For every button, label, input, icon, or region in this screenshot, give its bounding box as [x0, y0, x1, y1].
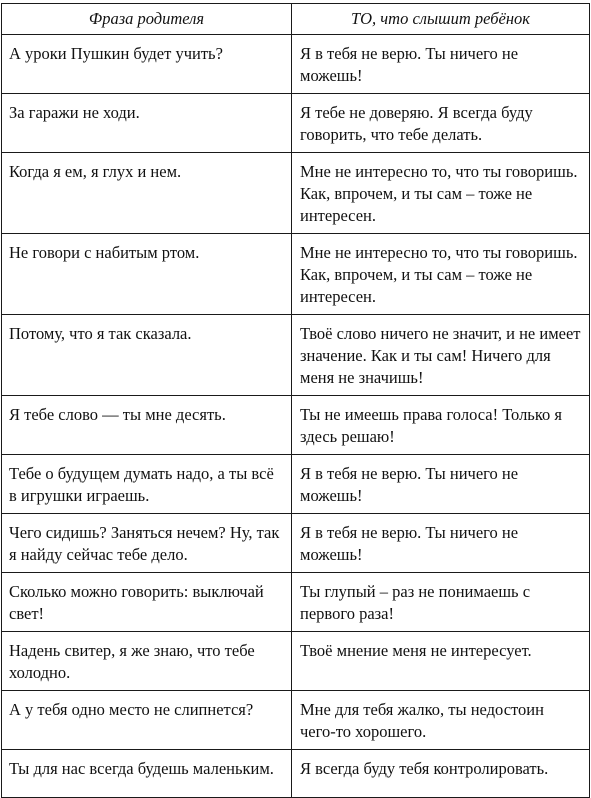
- table-row: [2, 315, 590, 396]
- child-hears-cell: Твоё мнение меня не интересует.: [292, 632, 590, 691]
- parent-phrase-cell: Когда я ем, я глух и нем.: [2, 153, 292, 234]
- child-hears-cell: Мне для тебя жалко, ты недостоин чего-то хорошего.: [292, 691, 590, 750]
- child-hears-cell: Я в тебя не верю. Ты ничего не можешь!: [292, 455, 590, 514]
- table-row: [2, 455, 590, 514]
- child-hears-cell: Ты не имеешь права голоса! Только я здесь решаю!: [292, 396, 590, 455]
- parent-phrase-cell: Не говори с набитым ртом.: [2, 234, 292, 315]
- child-hears-cell: Мне не интересно то, что ты говоришь. Как, впрочем, и ты сам – тоже не интересен.: [292, 153, 590, 234]
- child-hears-cell: Я в тебя не верю. Ты ничего не можешь!: [292, 35, 590, 94]
- table-row: [2, 396, 590, 455]
- table-row: [2, 94, 590, 153]
- parent-phrase-cell: За гаражи не ходи.: [2, 94, 292, 153]
- parent-phrase-cell: А уроки Пушкин будет учить?: [2, 35, 292, 94]
- child-hears-cell: Я всегда буду тебя контролировать.: [292, 750, 590, 798]
- table-row: [2, 153, 590, 234]
- parent-phrase-cell: Тебе о будущем думать надо, а ты всё в игрушки играешь.: [2, 455, 292, 514]
- parent-phrase-cell: Чего сидишь? Заняться нечем? Ну, так я найду сейчас тебе дело.: [2, 514, 292, 573]
- parent-phrase-cell: Надень свитер, я же знаю, что тебе холодно.: [2, 632, 292, 691]
- table-row: [2, 234, 590, 315]
- table-row: [2, 691, 590, 750]
- header-child-hears: ТО, что слышит ребёнок: [292, 4, 590, 35]
- table-row: [2, 750, 590, 798]
- table-body: [2, 35, 590, 798]
- child-hears-cell: Ты глупый – раз не понимаешь с первого раза!: [292, 573, 590, 632]
- child-hears-cell: Я в тебя не верю. Ты ничего не можешь!: [292, 514, 590, 573]
- parent-phrase-cell: Я тебе слово — ты мне десять.: [2, 396, 292, 455]
- table-row: [2, 573, 590, 632]
- child-hears-cell: Мне не интересно то, что ты говоришь. Как, впрочем, и ты сам – тоже не интересен.: [292, 234, 590, 315]
- child-hears-cell: Твоё слово ничего не значит, и не имеет значение. Как и ты сам! Ничего для меня не значишь!: [292, 315, 590, 396]
- header-parent-phrase: Фраза родителя: [2, 4, 292, 35]
- parent-phrase-cell: Сколько можно говорить: выключай свет!: [2, 573, 292, 632]
- parent-phrase-cell: Ты для нас всегда будешь маленьким.: [2, 750, 292, 798]
- table-row: [2, 514, 590, 573]
- table-row: [2, 35, 590, 94]
- child-hears-cell: Я тебе не доверяю. Я всегда буду говорить, что тебе делать.: [292, 94, 590, 153]
- parent-phrase-cell: Потому, что я так сказала.: [2, 315, 292, 396]
- parent-phrase-cell: А у тебя одно место не слипнется?: [2, 691, 292, 750]
- table-row: [2, 632, 590, 691]
- phrases-table: [1, 3, 590, 798]
- table-header-row: [2, 4, 590, 35]
